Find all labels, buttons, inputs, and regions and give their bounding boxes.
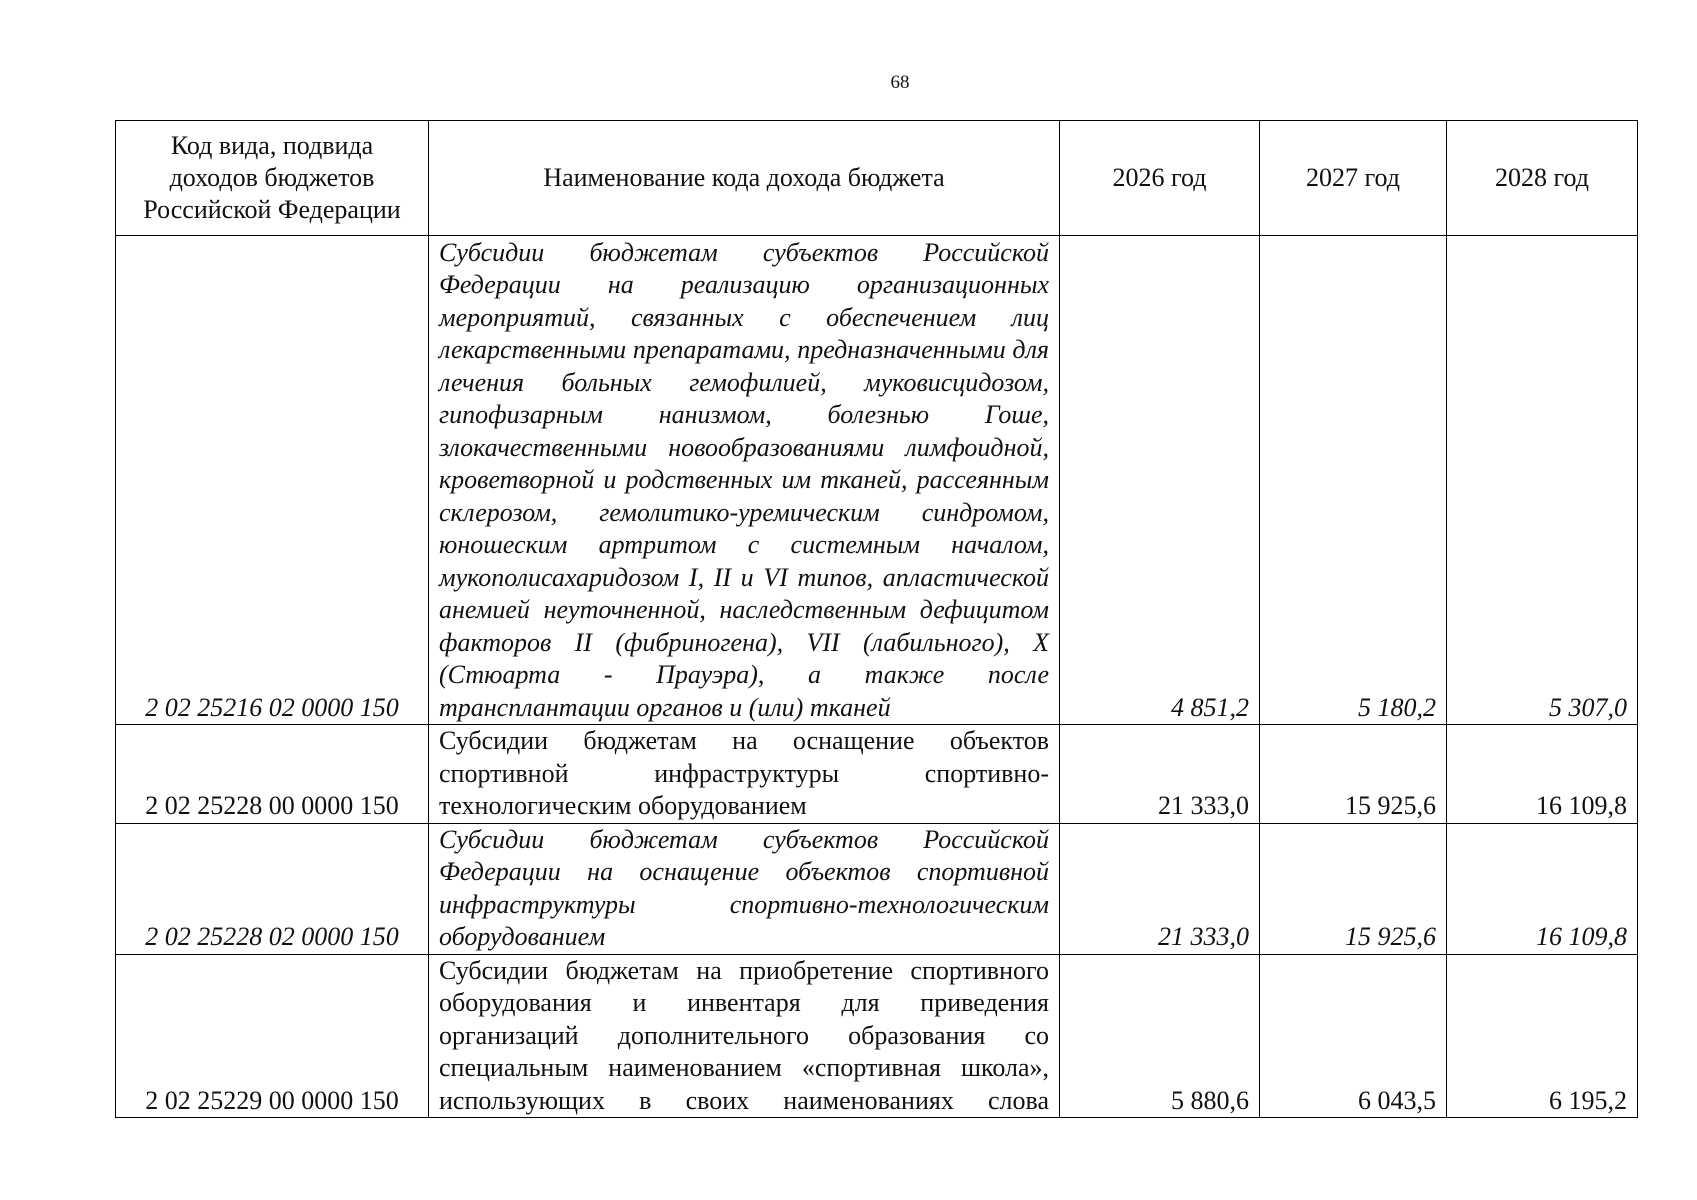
table-row [116, 823, 1638, 954]
income-code: 2 02 25228 02 0000 150 [116, 823, 429, 954]
header-name: Наименование кода дохода бюджета [429, 121, 1060, 236]
amount-2026: 21 333,0 [1060, 725, 1260, 824]
income-name: Субсидии бюджетам субъектов Российской Федерации на реализацию организационных мероприятий, связанных с обеспечением лиц лекарственными препаратами, предназначенными для лечения больных гемофилией, муковисцидозом, гипофизарным нанизмом, болезнью Гоше, злокачественными новообразованиями лимфоидной, кроветворной и родственных им тканей, рассеянным склерозом, гемолитико-уремическим синдромом, юношеским артритом с системным началом, мукополисахаридозом I, II и VI типов, апластической анемией неуточненной, наследственным дефицитом факторов II (фибриногена), VII (лабильного), X (Стюарта - Прауэра), а также после трансплантации органов и (или) тканей [429, 236, 1060, 725]
header-2026: 2026 год [1060, 121, 1260, 236]
income-name: Субсидии бюджетам на приобретение спортивного оборудования и инвентаря для приведения организаций дополнительного образования со специальным наименованием «спортивная школа», использующих в своих наименованиях слова [429, 954, 1060, 1118]
table-header-row [116, 121, 1638, 236]
amount-2028: 5 307,0 [1447, 236, 1638, 725]
table-row [116, 954, 1638, 1118]
header-2028: 2028 год [1447, 121, 1638, 236]
table-row [116, 236, 1638, 725]
page-number: 68 [890, 72, 910, 93]
header-code: Код вида, подвида доходов бюджетов Российской Федерации [116, 121, 429, 236]
amount-2027: 5 180,2 [1260, 236, 1447, 725]
amount-2026: 21 333,0 [1060, 823, 1260, 954]
income-code: 2 02 25228 00 0000 150 [116, 725, 429, 824]
income-code: 2 02 25229 00 0000 150 [116, 954, 429, 1118]
amount-2027: 6 043,5 [1260, 954, 1447, 1118]
income-name: Субсидии бюджетам на оснащение объектов спортивной инфраструктуры спортивно-технологическим оборудованием [429, 725, 1060, 824]
amount-2028: 16 109,8 [1447, 725, 1638, 824]
amount-2028: 16 109,8 [1447, 823, 1638, 954]
amount-2026: 4 851,2 [1060, 236, 1260, 725]
income-code: 2 02 25216 02 0000 150 [116, 236, 429, 725]
table-row [116, 725, 1638, 824]
amount-2027: 15 925,6 [1260, 725, 1447, 824]
budget-income-table [115, 120, 1638, 1118]
amount-2027: 15 925,6 [1260, 823, 1447, 954]
amount-2026: 5 880,6 [1060, 954, 1260, 1118]
income-name: Субсидии бюджетам субъектов Российской Федерации на оснащение объектов спортивной инфраструктуры спортивно-технологическим оборудованием [429, 823, 1060, 954]
header-2027: 2027 год [1260, 121, 1447, 236]
amount-2028: 6 195,2 [1447, 954, 1638, 1118]
